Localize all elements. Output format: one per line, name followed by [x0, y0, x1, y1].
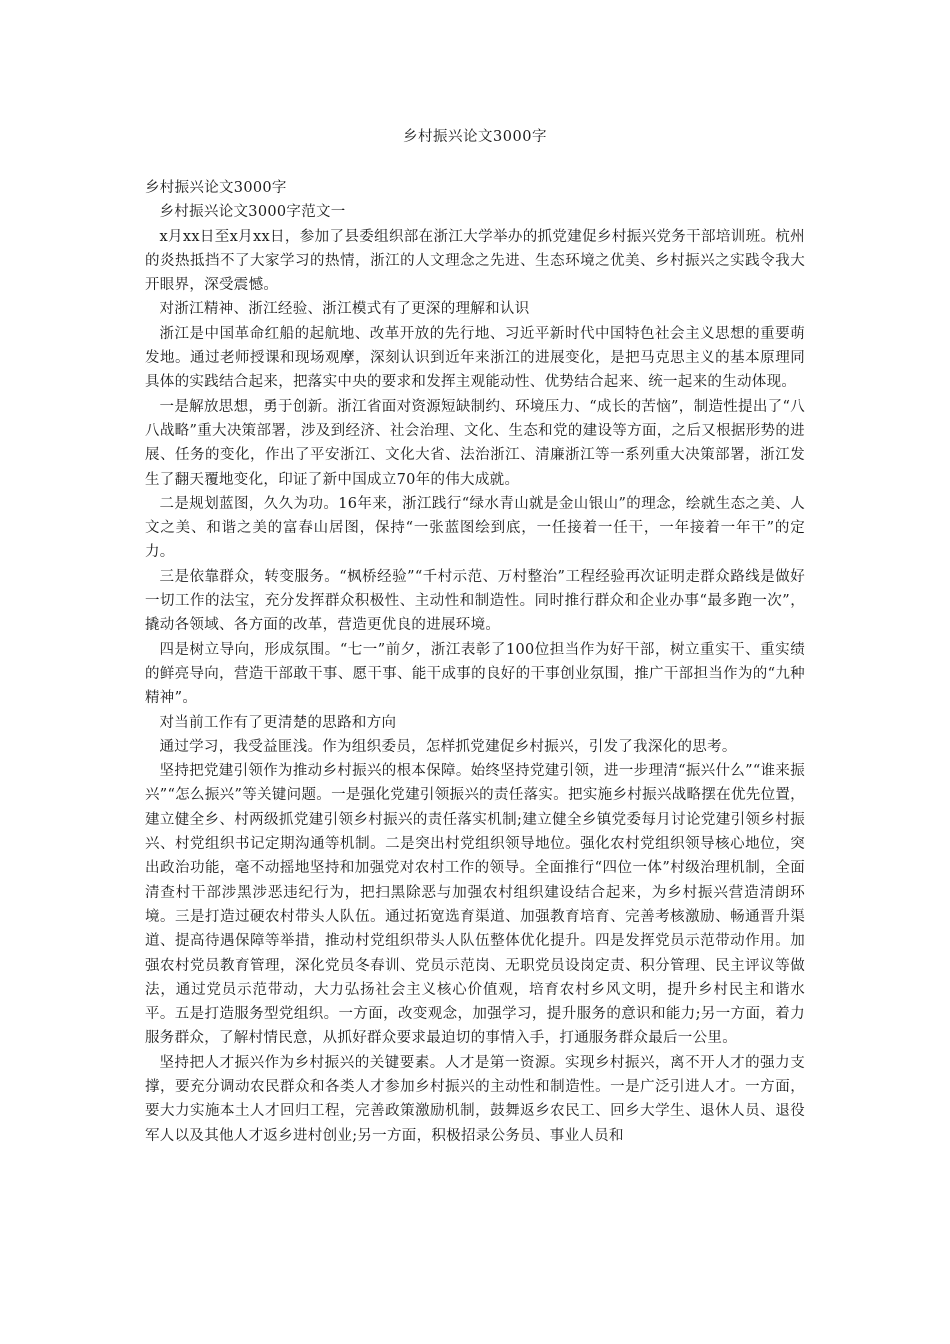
body-paragraph: 对当前工作有了更清楚的思路和方向: [159, 714, 397, 731]
body-paragraph: 乡村振兴论文3000字范文一: [159, 204, 346, 221]
body-paragraph: 通过学习，我受益匪浅。作为组织委员，怎样抓党建促乡村振兴，引发了我深化的思考。: [159, 738, 737, 755]
body-paragraph: 对浙江精神、浙江经验、浙江模式有了更深的理解和认识: [159, 301, 530, 318]
body-paragraph: 坚持把党建引领作为推动乡村振兴的根本保障。始终坚持党建引领，进一步理清“振兴什么”“谁来振兴”“怎么振兴”等关键问题。一是强化党建引领振兴的责任落实。把实施乡村振兴战略摆在优先位置，建立健全乡、村两级抓党建引领乡村振兴的责任落实机制;建立健全乡镇党委每月讨论党建引领乡村振兴、村党组织书记定期沟通等机制。二是突出村党组织领导地位。强化农村党组织领导核心地位，突出政治功能，毫不动摇地坚持和加强党对农村工作的领导。全面推行“四位一体”村级治理机制，全面清查村干部涉黑涉恶违纪行为，把扫黑除恶与加强农村组织建设结合起来，为乡村振兴营造清朗环境。三是打造过硬农村带头人队伍。通过拓宽选育渠道、加强教育培育、完善考核激励、畅通晋升渠道、提高待遇保障等举措，推动村党组织带头人队伍整体优化提升。四是发挥党员示范带动作用。加强农村党员教育管理，深化党员冬春训、党员示范岗、无职党员设岗定责、积分管理、民主评议等做法，通过党员示范带动，大力弘扬社会主义核心价值观，培育农村乡风文明，提升乡村民主和谐水平。五是打造服务型党组织。一方面，改变观念，加强学习，提升服务的意识和能力;另一方面，着力服务群众，了解村情民意，从抓好群众要求最迫切的事情入手，打通服务群众最后一公里。: [145, 763, 805, 1047]
document-title: 乡村振兴论文3000字: [403, 129, 547, 145]
body-paragraph: 浙江是中国革命红船的起航地、改革开放的先行地、习近平新时代中国特色社会主义思想的重要萌发地。通过老师授课和现场观摩，深刻认识到近年来浙江的进展变化，是把马克思主义的基本原理同具体的实践结合起来，把落实中央的要求和发挥主观能动性、优势结合起来、统一起来的生动体现。: [145, 325, 805, 391]
body-paragraph: 坚持把人才振兴作为乡村振兴的关键要素。人才是第一资源。实现乡村振兴，离不开人才的强力支撑，要充分调动农民群众和各类人才参加乡村振兴的主动性和制造性。一是广泛引进人才。一方面，要大力实施本土人才回归工程，完善政策激励机制，鼓舞返乡农民工、回乡大学生、退休人员、退役军人以及其他人才返乡进村创业;另一方面，积极招录公务员、事业人员和: [145, 1054, 805, 1144]
body-paragraph: 二是规划蓝图，久久为功。16年来，浙江践行“绿水青山就是金山银山”的理念，绘就生态之美、人文之美、和谐之美的富春山居图，保持“一张蓝图绘到底，一任接着一任干，一年接着一年干”的定力。: [145, 495, 805, 561]
body-paragraph: x月xx日至x月xx日，参加了县委组织部在浙江大学举办的抓党建促乡村振兴党务干部培训班。杭州的炎热抵挡不了大家学习的热情，浙江的人文理念之先进、生态环境之优美、乡村振兴之实践令我大开眼界，深受震憾。: [145, 228, 805, 294]
body-paragraph: 四是树立导向，形成氛围。“七一”前夕，浙江表彰了100位担当作为好干部，树立重实干、重实绩的鲜亮导向，营造干部敢干事、愿干事、能干成事的良好的干事创业氛围，推广干部担当作为的“九种精神”。: [145, 641, 805, 707]
body-paragraph: 一是解放思想，勇于创新。浙江省面对资源短缺制约、环境压力、“成长的苦恼”，制造性提出了“八八战略”重大决策部署，涉及到经济、社会治理、文化、生态和党的建设等方面，之后又根据形势的进展、任务的变化，作出了平安浙江、文化大省、法治浙江、清廉浙江等一系列重大决策部署，浙江发生了翻天覆地变化，印证了新中国成立70年的伟大成就。: [145, 398, 805, 488]
body-heading: 乡村振兴论文3000字: [145, 180, 287, 196]
body-paragraph: 三是依靠群众，转变服务。“枫桥经验”“千村示范、万村整治”工程经验再次证明走群众路线是做好一切工作的法宝，充分发挥群众积极性、主动性和制造性。同时推行群众和企业办事“最多跑一次”，撬动各领域、各方面的改革，营造更优良的进展环境。: [145, 568, 805, 634]
document-body: [145, 176, 805, 1148]
